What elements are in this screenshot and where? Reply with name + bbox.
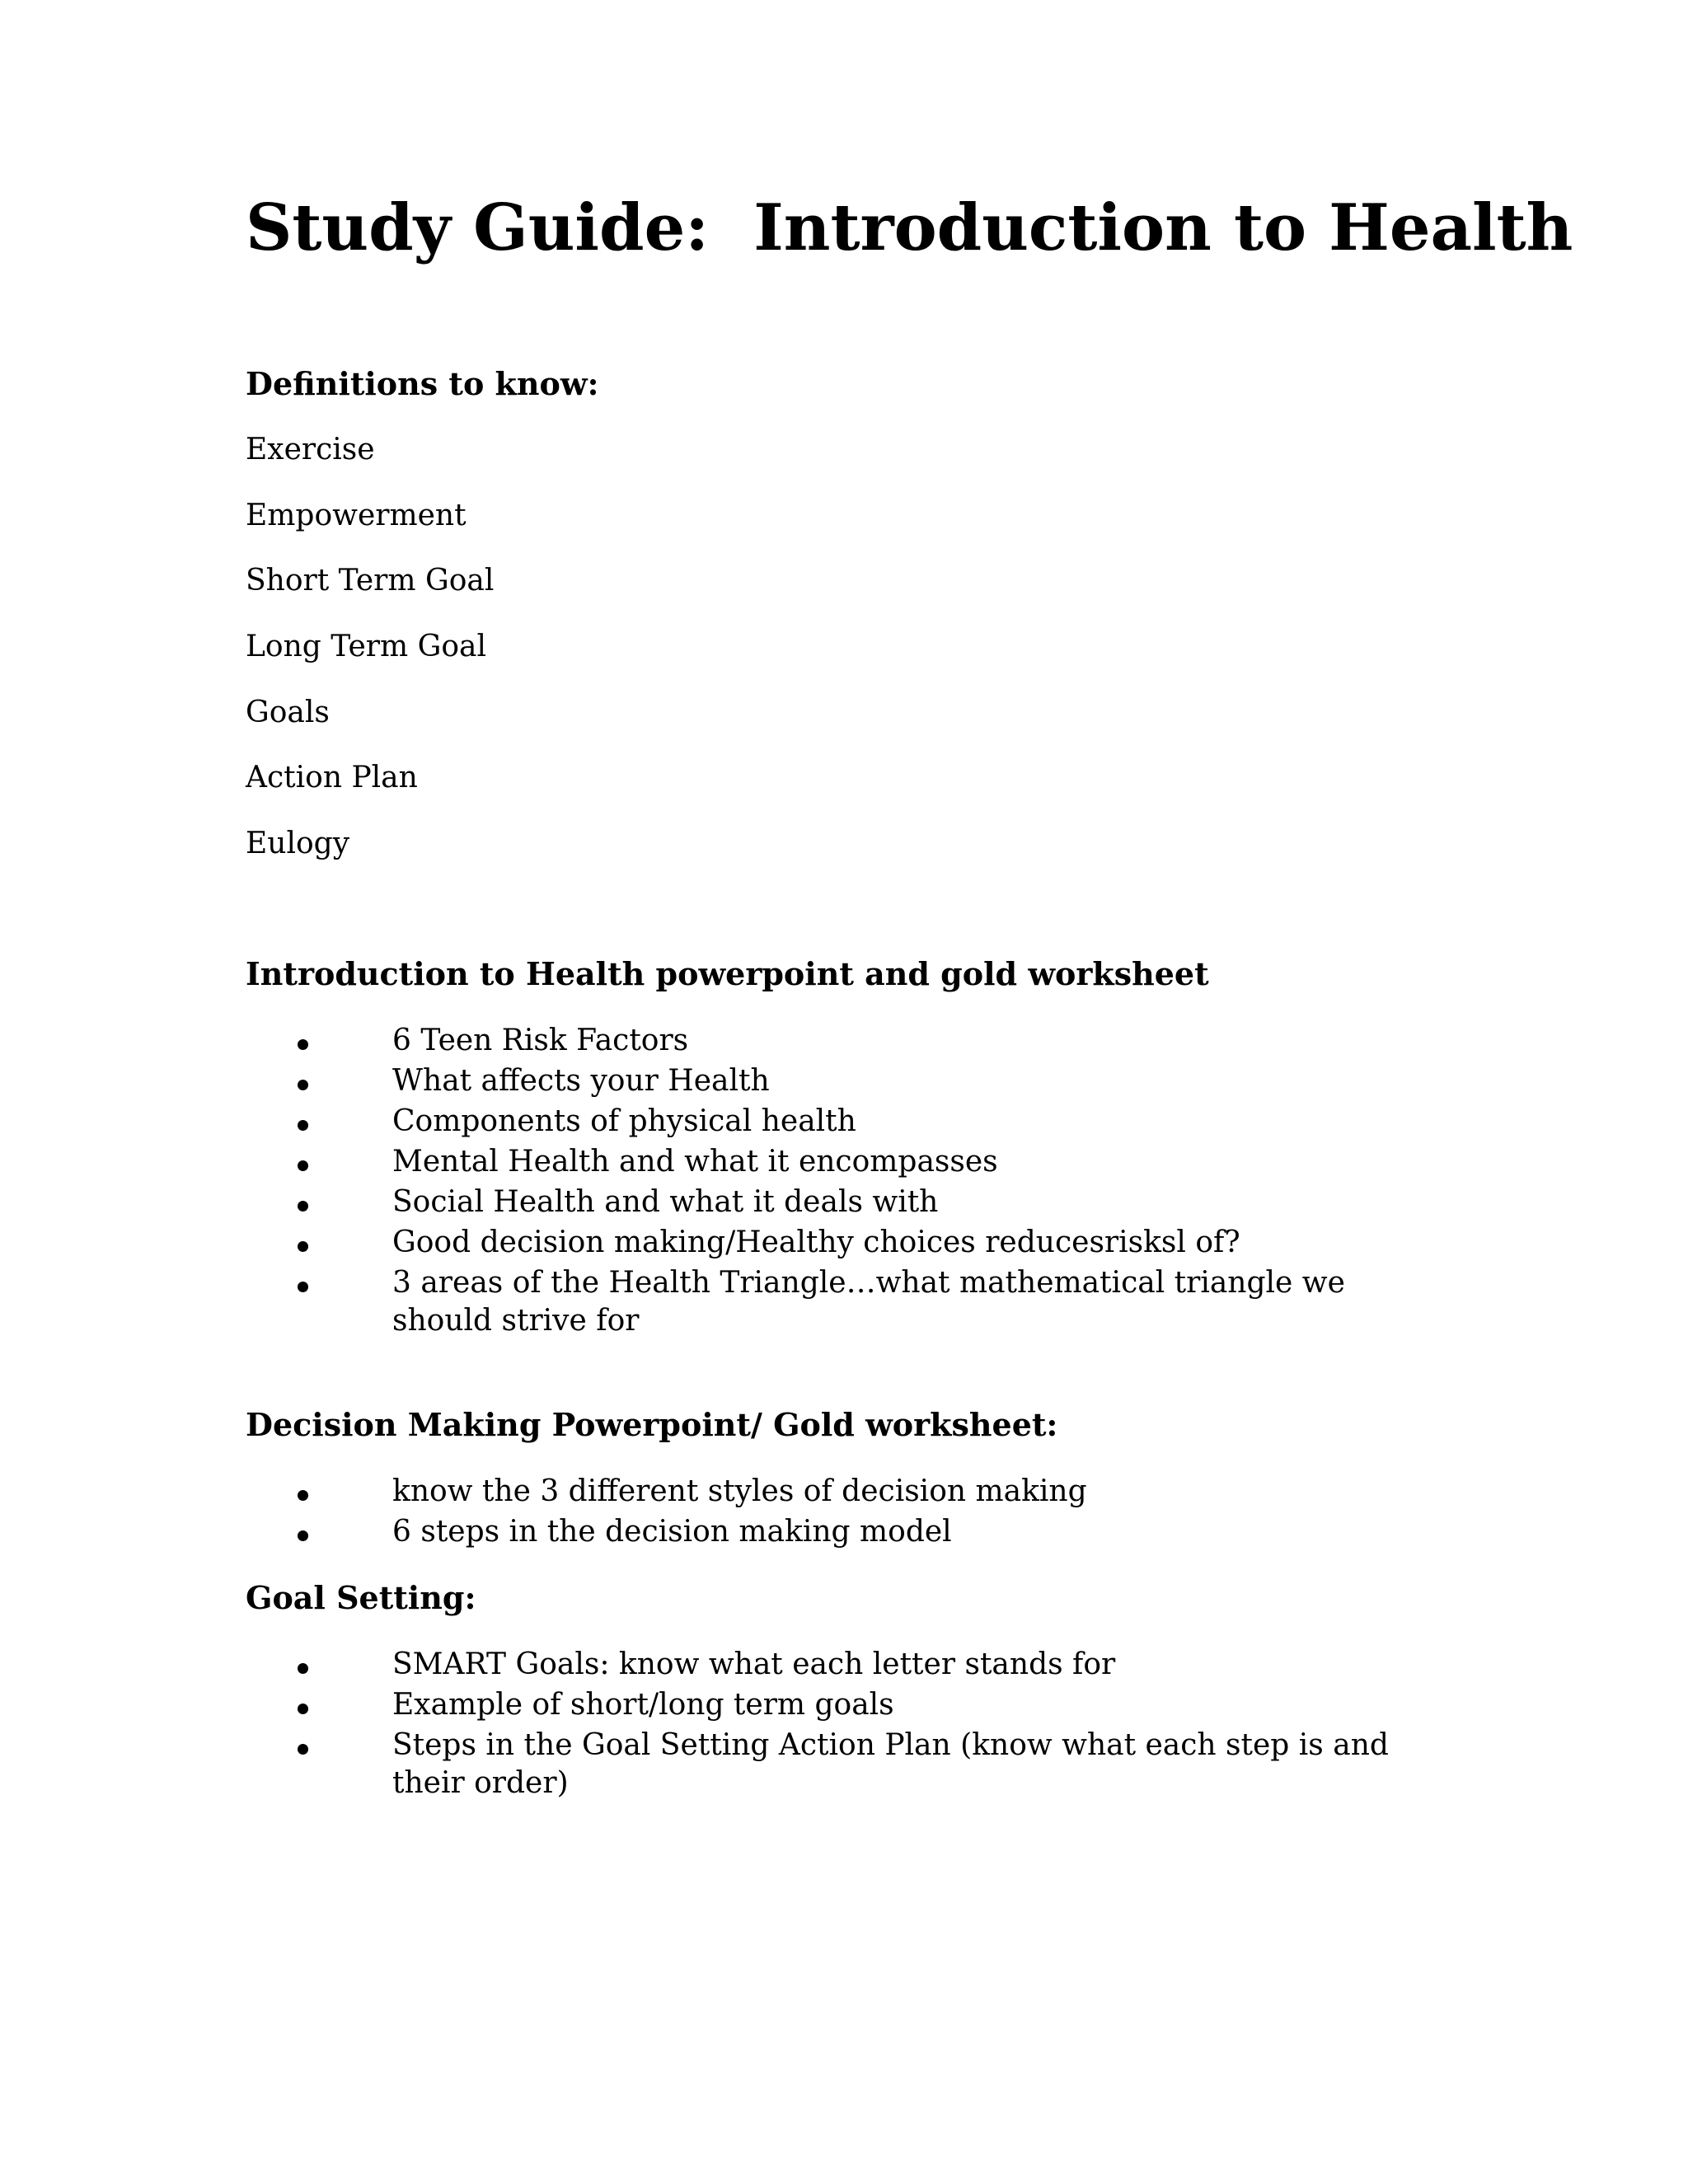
list-item: Example of short/long term goals bbox=[0, 1693, 1688, 1733]
bullet-icon bbox=[298, 1744, 308, 1755]
bullet-icon bbox=[298, 1282, 308, 1292]
definition-term: Eulogy bbox=[246, 827, 350, 860]
definition-term: Exercise bbox=[246, 433, 375, 466]
goal-section-heading: Goal Setting: bbox=[246, 1579, 476, 1616]
bullet-icon bbox=[298, 1201, 308, 1212]
definitions-heading: Definitions to know: bbox=[246, 365, 599, 402]
intro-section-list bbox=[0, 1024, 1688, 1348]
intro-section-heading: Introduction to Health powerpoint and gold worksheet bbox=[246, 955, 1209, 992]
list-item: Good decision making/Healthy choices reducesrisksl of? bbox=[0, 1230, 1688, 1271]
bullet-icon bbox=[298, 1530, 308, 1541]
list-item: 6 Teen Risk Factors bbox=[0, 1029, 1688, 1069]
bullet-icon bbox=[298, 1039, 308, 1050]
list-item: What affects your Health bbox=[0, 1069, 1688, 1109]
definition-term: Short Term Goal bbox=[246, 564, 495, 598]
list-item: 6 steps in the decision making model bbox=[0, 1520, 1688, 1560]
decision-section-list bbox=[0, 1474, 1688, 1560]
list-item: Mental Health and what it encompasses bbox=[0, 1150, 1688, 1190]
list-item: Components of physical health bbox=[0, 1109, 1688, 1150]
definition-term: Action Plan bbox=[246, 761, 418, 794]
goal-section-list bbox=[0, 1647, 1688, 1811]
bullet-icon bbox=[298, 1160, 308, 1171]
list-item: Social Health and what it deals with bbox=[0, 1190, 1688, 1230]
list-item: know the 3 different styles of decision making bbox=[0, 1479, 1688, 1520]
bullet-icon bbox=[298, 1663, 308, 1674]
bullet-icon bbox=[298, 1080, 308, 1090]
bullet-icon bbox=[298, 1241, 308, 1252]
definition-term: Long Term Goal bbox=[246, 630, 486, 663]
page-title: Study Guide: Introduction to Health bbox=[246, 190, 1573, 265]
decision-section-heading: Decision Making Powerpoint/ Gold worksheet: bbox=[246, 1406, 1058, 1443]
definition-term: Empowerment bbox=[246, 499, 467, 532]
list-item: Steps in the Goal Setting Action Plan (know what each step is and their order) bbox=[0, 1733, 1688, 1811]
list-item: 3 areas of the Health Triangle…what mathematical triangle we should strive for bbox=[0, 1271, 1688, 1348]
list-item: SMART Goals: know what each letter stands for bbox=[0, 1652, 1688, 1693]
definition-term: Goals bbox=[246, 696, 330, 729]
bullet-icon bbox=[298, 1704, 308, 1714]
bullet-icon bbox=[298, 1490, 308, 1501]
bullet-icon bbox=[298, 1120, 308, 1131]
